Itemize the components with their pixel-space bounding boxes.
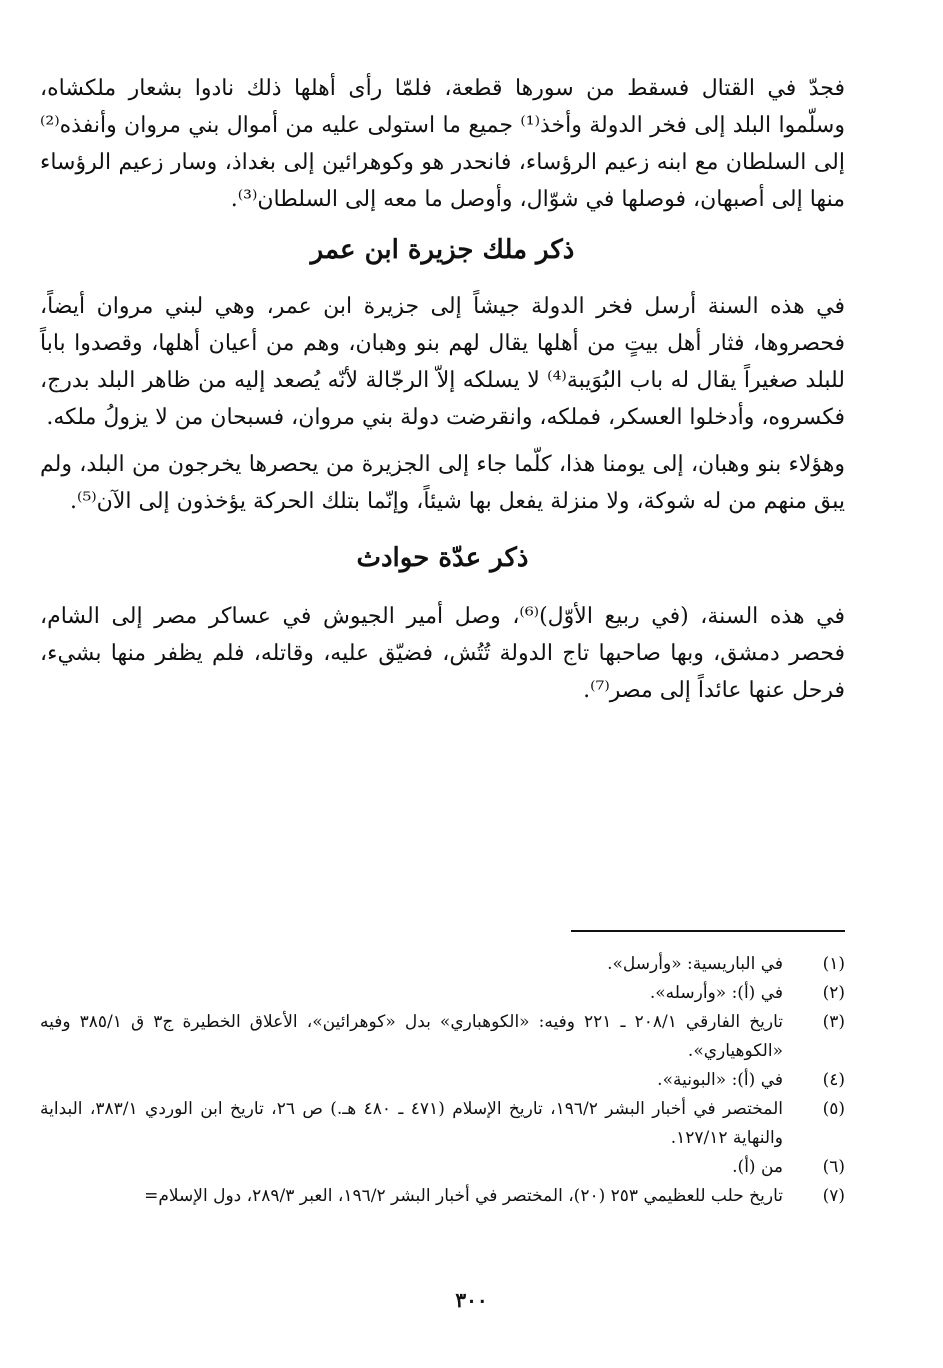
footnote-item bbox=[40, 1008, 845, 1066]
footnote-number: (٣) bbox=[822, 1012, 845, 1032]
page-number: ٣٠٠ bbox=[455, 1288, 488, 1312]
main-text bbox=[40, 70, 845, 719]
paragraph-1-text: فجدّ في القتال فسقط من سورها قطعة، فلمّا رأى أهلها ذلك نادوا بشعار ملكشاه، وسلّموا البلد إلى فخر الدولة وأخذ⁽¹⁾ جميع ما استولى عليه من أموال بني مروان وأنفذه⁽²⁾ إلى السلطان مع ابنه زعيم الرؤساء، فانحدر هو وكوهرائين إلى بغداذ، وسار زعيم الرؤساء منها إلى أصبهان، فوصلها في شوّال، وأوصل ما معه إلى السلطان⁽³⁾. bbox=[40, 76, 845, 212]
paragraph-2 bbox=[40, 288, 845, 436]
footnotes bbox=[40, 950, 845, 1211]
footnote-text: من (أ). bbox=[732, 1157, 783, 1177]
footnote-item bbox=[40, 1095, 845, 1153]
paragraph-2-text: في هذه السنة أرسل فخر الدولة جيشاً إلى جزيرة ابن عمر، وهي لبني مروان أيضاً، فحصروها، فثار أهل بيتٍ من أهلها يقال لهم بنو وهبان، وهم من أعيان أهلها، وقصدوا باباً للبلد صغيراً يقال له باب البُوَيبة⁽⁴⁾ لا يسلكه إلاّ الرجّالة لأنّه يُصعد إليه من ظاهر البلد بدرج، فكسروه، وأدخلوا العسكر، فملكه، وانقرضت دولة بني مروان، فسبحان من لا يزولُ ملكه. bbox=[40, 294, 845, 430]
footnote-number: (٥) bbox=[822, 1099, 845, 1119]
footnote-number: (٤) bbox=[822, 1070, 845, 1090]
footnote-item bbox=[40, 979, 845, 1008]
footnote-divider bbox=[40, 930, 845, 933]
footnote-number: (١) bbox=[822, 954, 845, 974]
footnote-text: في (أ): «وأرسله». bbox=[649, 983, 783, 1003]
paragraph-4-text: في هذه السنة، (في ربيع الأوّل)⁽⁶⁾، وصل أمير الجيوش في عساكر مصر إلى الشام، فحصر دمشق، وبها صاحبها تاج الدولة تُتُش، فضيّق عليه، وقاتله، فلم يظفر منها بشيء، فرحل عنها عائداً إلى مصر⁽⁷⁾. bbox=[40, 604, 846, 703]
paragraph-3 bbox=[40, 446, 845, 520]
footnote-text: تاريخ حلب للعظيمي ٢٥٣ (٢٠)، المختصر في أخبار البشر ١٩٦/٢، العبر ٢٨٩/٣، دول الإسلام= bbox=[144, 1186, 783, 1206]
footnote-item bbox=[40, 1066, 845, 1095]
footnote-text: في الباريسية: «وأرسل». bbox=[607, 954, 783, 974]
section-heading-events: ذكر عدّة حوادث bbox=[356, 543, 529, 573]
footnote-rule bbox=[571, 930, 845, 932]
footnote-number: (٢) bbox=[822, 983, 845, 1003]
section-heading-jazira: ذكر ملك جزيرة ابن عمر bbox=[310, 235, 575, 265]
footnote-number: (٧) bbox=[822, 1186, 845, 1206]
paragraph-3-text: وهؤلاء بنو وهبان، إلى يومنا هذا، كلّما جاء إلى الجزيرة من يحصرها يخرجون من البلد، ولم يبق منهم من له شوكة، ولا منزلة يفعل بها شيئاً، وإنّما بتلك الحركة يؤخذون إلى الآن⁽⁵⁾. bbox=[40, 452, 845, 514]
footnote-number: (٦) bbox=[822, 1157, 845, 1177]
footnote-text: المختصر في أخبار البشر ١٩٦/٢، تاريخ الإسلام (٤٧١ ـ ٤٨٠ هـ.) ص ٢٦، تاريخ ابن الوردي ٣٨٣/١، البداية والنهاية ١٢٧/١٢. bbox=[40, 1099, 783, 1148]
footnote-text: في (أ): «البونية». bbox=[657, 1070, 783, 1090]
footnote-item bbox=[40, 950, 845, 979]
footnote-text: تاريخ الفارقي ٢٠٨/١ ـ ٢٢١ وفيه: «الكوهباري» بدل «كوهرائين»، الأعلاق الخطيرة ج٣ ق ٣٨٥/١ وفيه «الكوهياري». bbox=[40, 1012, 784, 1061]
paragraph-1 bbox=[40, 70, 845, 218]
footnote-item bbox=[40, 1153, 845, 1182]
footnote-item bbox=[40, 1182, 845, 1211]
paragraph-4 bbox=[40, 598, 845, 709]
